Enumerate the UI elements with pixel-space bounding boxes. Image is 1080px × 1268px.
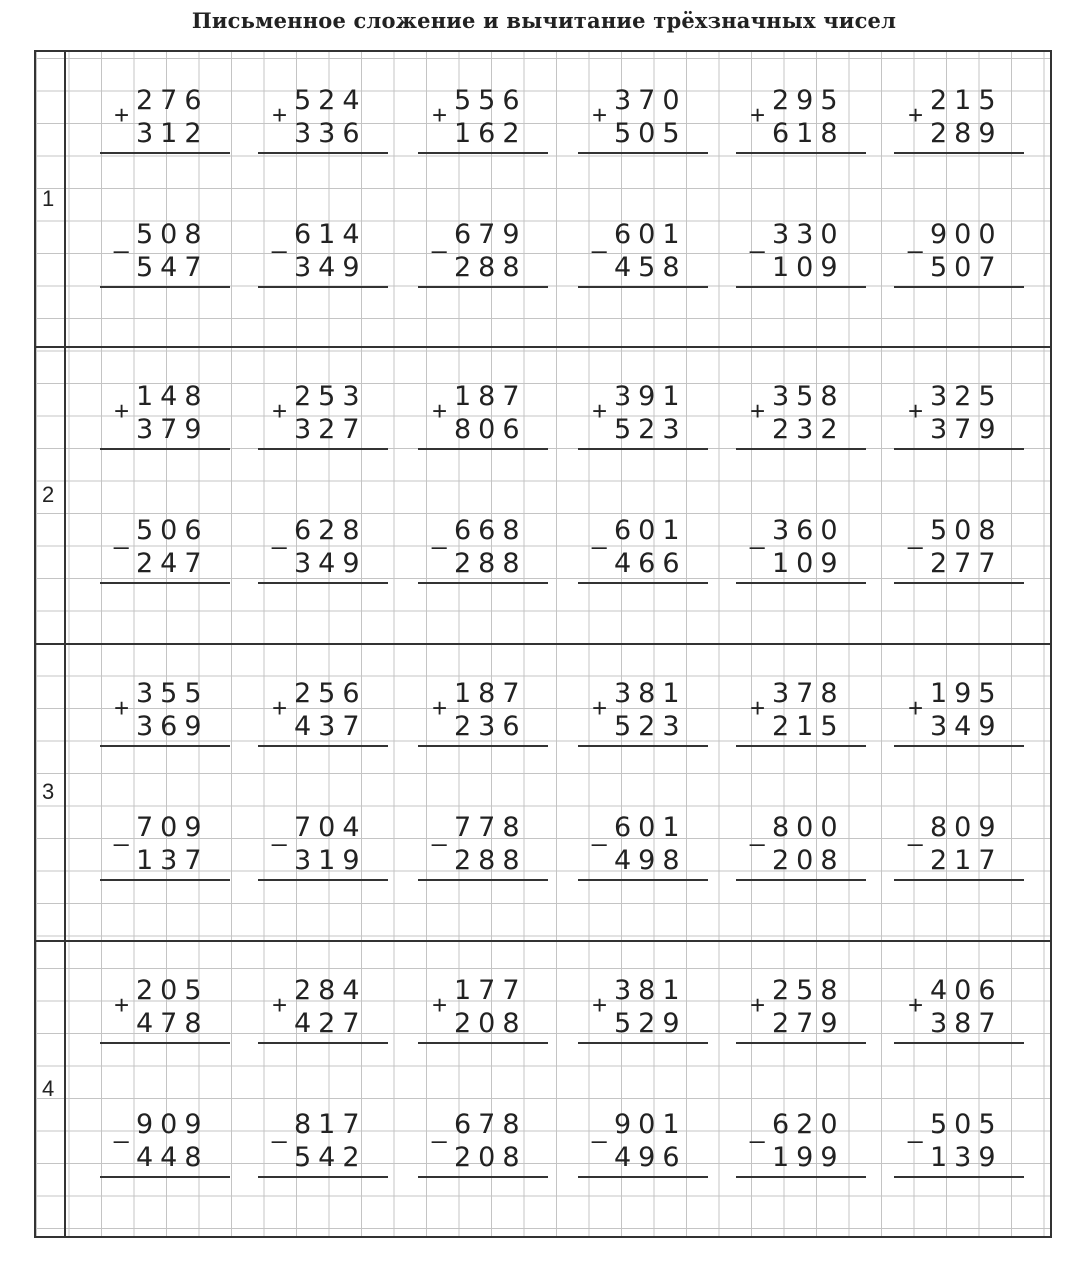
plus-sign: + [908, 100, 924, 130]
minus-sign: _ [750, 520, 765, 550]
bottom-operand: 523 [614, 711, 687, 742]
subtraction-problem [894, 1110, 1024, 1190]
top-operand: 381 [614, 975, 687, 1006]
top-operand: 378 [772, 678, 845, 709]
answer-line [736, 1176, 866, 1178]
subtraction-problem [418, 516, 548, 596]
answer-line [736, 286, 866, 288]
top-operand: 148 [136, 381, 209, 412]
addition-problem [894, 86, 1024, 166]
addition-problem [258, 86, 388, 166]
subtraction-problem [736, 1110, 866, 1190]
minus-sign: _ [908, 224, 923, 254]
plus-sign: + [592, 693, 608, 723]
answer-line [258, 448, 388, 450]
answer-line [100, 1176, 230, 1178]
answer-line [418, 1042, 548, 1044]
bottom-operand: 236 [454, 711, 527, 742]
subtraction-problem [894, 813, 1024, 893]
plus-sign: + [592, 100, 608, 130]
top-operand: 215 [930, 85, 1003, 116]
bottom-operand: 139 [930, 1142, 1003, 1173]
minus-sign: _ [272, 520, 287, 550]
top-operand: 505 [930, 1109, 1003, 1140]
bottom-operand: 109 [772, 548, 845, 579]
top-operand: 406 [930, 975, 1003, 1006]
top-operand: 909 [136, 1109, 209, 1140]
top-operand: 195 [930, 678, 1003, 709]
addition-problem [418, 679, 548, 759]
addition-problem [736, 86, 866, 166]
addition-problem [100, 976, 230, 1056]
minus-sign: _ [908, 1114, 923, 1144]
bottom-operand: 137 [136, 845, 209, 876]
plus-sign: + [114, 693, 130, 723]
addition-problem [418, 86, 548, 166]
bottom-operand: 448 [136, 1142, 209, 1173]
section-divider [34, 643, 1052, 645]
addition-problem [736, 976, 866, 1056]
section-number: 3 [42, 779, 55, 804]
subtraction-problem [258, 813, 388, 893]
top-operand: 778 [454, 812, 527, 843]
subtraction-problem [100, 813, 230, 893]
bottom-operand: 529 [614, 1008, 687, 1039]
subtraction-problem [578, 1110, 708, 1190]
plus-sign: + [272, 693, 288, 723]
plus-sign: + [908, 693, 924, 723]
subtraction-problem [100, 516, 230, 596]
answer-line [894, 448, 1024, 450]
answer-line [100, 879, 230, 881]
top-operand: 709 [136, 812, 209, 843]
bottom-operand: 349 [294, 548, 367, 579]
bottom-operand: 277 [930, 548, 1003, 579]
answer-line [418, 448, 548, 450]
top-operand: 800 [772, 812, 845, 843]
minus-sign: _ [432, 1114, 447, 1144]
subtraction-problem [894, 220, 1024, 300]
answer-line [258, 1176, 388, 1178]
minus-sign: _ [592, 1114, 607, 1144]
subtraction-problem [258, 1110, 388, 1190]
bottom-operand: 349 [930, 711, 1003, 742]
subtraction-problem [578, 220, 708, 300]
top-operand: 325 [930, 381, 1003, 412]
bottom-operand: 208 [454, 1008, 527, 1039]
bottom-operand: 288 [454, 845, 527, 876]
bottom-operand: 208 [454, 1142, 527, 1173]
top-operand: 628 [294, 515, 367, 546]
plus-sign: + [750, 693, 766, 723]
subtraction-problem [736, 813, 866, 893]
bottom-operand: 618 [772, 118, 845, 149]
top-operand: 360 [772, 515, 845, 546]
top-operand: 508 [136, 219, 209, 250]
answer-line [578, 879, 708, 881]
bottom-operand: 523 [614, 414, 687, 445]
plus-sign: + [750, 396, 766, 426]
answer-line [258, 745, 388, 747]
section-number: 4 [42, 1076, 55, 1101]
subtraction-problem [100, 1110, 230, 1190]
answer-line [100, 152, 230, 154]
plus-sign: + [750, 990, 766, 1020]
top-operand: 601 [614, 515, 687, 546]
minus-sign: _ [432, 224, 447, 254]
minus-sign: _ [114, 520, 129, 550]
minus-sign: _ [908, 520, 923, 550]
bottom-operand: 379 [930, 414, 1003, 445]
subtraction-problem [418, 220, 548, 300]
minus-sign: _ [750, 224, 765, 254]
bottom-operand: 247 [136, 548, 209, 579]
bottom-operand: 498 [614, 845, 687, 876]
answer-line [100, 1042, 230, 1044]
bottom-operand: 478 [136, 1008, 209, 1039]
top-operand: 370 [614, 85, 687, 116]
answer-line [578, 448, 708, 450]
bottom-operand: 458 [614, 252, 687, 283]
bottom-operand: 387 [930, 1008, 1003, 1039]
bottom-operand: 507 [930, 252, 1003, 283]
bottom-operand: 232 [772, 414, 845, 445]
answer-line [736, 745, 866, 747]
top-operand: 601 [614, 812, 687, 843]
bottom-operand: 217 [930, 845, 1003, 876]
plus-sign: + [908, 990, 924, 1020]
answer-line [418, 582, 548, 584]
top-operand: 256 [294, 678, 367, 709]
addition-problem [100, 382, 230, 462]
answer-line [736, 582, 866, 584]
top-operand: 358 [772, 381, 845, 412]
plus-sign: + [272, 990, 288, 1020]
plus-sign: + [272, 396, 288, 426]
subtraction-problem [894, 516, 1024, 596]
addition-problem [258, 382, 388, 462]
answer-line [578, 1176, 708, 1178]
top-operand: 187 [454, 381, 527, 412]
answer-line [736, 879, 866, 881]
bottom-operand: 215 [772, 711, 845, 742]
plus-sign: + [432, 693, 448, 723]
answer-line [418, 879, 548, 881]
plus-sign: + [908, 396, 924, 426]
top-operand: 355 [136, 678, 209, 709]
top-operand: 295 [772, 85, 845, 116]
top-operand: 391 [614, 381, 687, 412]
bottom-operand: 437 [294, 711, 367, 742]
top-operand: 601 [614, 219, 687, 250]
addition-problem [894, 382, 1024, 462]
answer-line [894, 1176, 1024, 1178]
minus-sign: _ [592, 224, 607, 254]
answer-line [578, 745, 708, 747]
answer-line [258, 879, 388, 881]
answer-line [894, 879, 1024, 881]
answer-line [894, 745, 1024, 747]
bottom-operand: 327 [294, 414, 367, 445]
subtraction-problem [418, 813, 548, 893]
bottom-operand: 806 [454, 414, 527, 445]
bottom-operand: 369 [136, 711, 209, 742]
top-operand: 284 [294, 975, 367, 1006]
answer-line [258, 286, 388, 288]
answer-line [578, 286, 708, 288]
answer-line [258, 582, 388, 584]
subtraction-problem [100, 220, 230, 300]
bottom-operand: 199 [772, 1142, 845, 1173]
page-title: Письменное сложение и вычитание трёхзначных чисел [191, 8, 897, 33]
addition-problem [736, 382, 866, 462]
answer-line [736, 448, 866, 450]
subtraction-problem [258, 220, 388, 300]
minus-sign: _ [908, 817, 923, 847]
minus-sign: _ [432, 817, 447, 847]
plus-sign: + [114, 990, 130, 1020]
answer-line [100, 745, 230, 747]
bottom-operand: 505 [614, 118, 687, 149]
bottom-operand: 162 [454, 118, 527, 149]
addition-problem [578, 976, 708, 1056]
subtraction-problem [258, 516, 388, 596]
bottom-operand: 427 [294, 1008, 367, 1039]
answer-line [736, 152, 866, 154]
top-operand: 276 [136, 85, 209, 116]
top-operand: 901 [614, 1109, 687, 1140]
minus-sign: _ [272, 224, 287, 254]
minus-sign: _ [114, 224, 129, 254]
answer-line [894, 1042, 1024, 1044]
answer-line [418, 152, 548, 154]
addition-problem [100, 86, 230, 166]
plus-sign: + [750, 100, 766, 130]
bottom-operand: 547 [136, 252, 209, 283]
answer-line [578, 582, 708, 584]
plus-sign: + [592, 990, 608, 1020]
top-operand: 614 [294, 219, 367, 250]
subtraction-problem [736, 516, 866, 596]
plus-sign: + [114, 100, 130, 130]
top-operand: 556 [454, 85, 527, 116]
top-operand: 620 [772, 1109, 845, 1140]
top-operand: 205 [136, 975, 209, 1006]
plus-sign: + [432, 990, 448, 1020]
addition-problem [736, 679, 866, 759]
answer-line [418, 1176, 548, 1178]
bottom-operand: 319 [294, 845, 367, 876]
bottom-operand: 289 [930, 118, 1003, 149]
bottom-operand: 542 [294, 1142, 367, 1173]
top-operand: 330 [772, 219, 845, 250]
top-operand: 817 [294, 1109, 367, 1140]
answer-line [736, 1042, 866, 1044]
answer-line [100, 286, 230, 288]
addition-problem [258, 679, 388, 759]
top-operand: 258 [772, 975, 845, 1006]
minus-sign: _ [750, 1114, 765, 1144]
minus-sign: _ [750, 817, 765, 847]
minus-sign: _ [592, 520, 607, 550]
minus-sign: _ [272, 1114, 287, 1144]
top-operand: 506 [136, 515, 209, 546]
bottom-operand: 208 [772, 845, 845, 876]
bottom-operand: 279 [772, 1008, 845, 1039]
plus-sign: + [432, 100, 448, 130]
answer-line [258, 1042, 388, 1044]
plus-sign: + [592, 396, 608, 426]
plus-sign: + [114, 396, 130, 426]
addition-problem [894, 976, 1024, 1056]
subtraction-problem [578, 516, 708, 596]
top-operand: 900 [930, 219, 1003, 250]
subtraction-problem [736, 220, 866, 300]
top-operand: 253 [294, 381, 367, 412]
subtraction-problem [418, 1110, 548, 1190]
addition-problem [258, 976, 388, 1056]
addition-problem [578, 382, 708, 462]
answer-line [258, 152, 388, 154]
top-operand: 679 [454, 219, 527, 250]
bottom-operand: 496 [614, 1142, 687, 1173]
top-operand: 508 [930, 515, 1003, 546]
answer-line [894, 286, 1024, 288]
plus-sign: + [272, 100, 288, 130]
addition-problem [418, 382, 548, 462]
bottom-operand: 312 [136, 118, 209, 149]
bottom-operand: 288 [454, 252, 527, 283]
answer-line [894, 152, 1024, 154]
section-1 [0, 52, 1080, 348]
minus-sign: _ [272, 817, 287, 847]
addition-problem [418, 976, 548, 1056]
top-operand: 704 [294, 812, 367, 843]
bottom-operand: 109 [772, 252, 845, 283]
section-divider [34, 346, 1052, 348]
bottom-operand: 349 [294, 252, 367, 283]
top-operand: 381 [614, 678, 687, 709]
answer-line [418, 745, 548, 747]
bottom-operand: 336 [294, 118, 367, 149]
section-divider [34, 940, 1052, 942]
addition-problem [578, 679, 708, 759]
addition-problem [100, 679, 230, 759]
top-operand: 524 [294, 85, 367, 116]
answer-line [100, 448, 230, 450]
top-operand: 668 [454, 515, 527, 546]
answer-line [100, 582, 230, 584]
section-number: 1 [42, 186, 55, 211]
minus-sign: _ [114, 817, 129, 847]
section-number: 2 [42, 482, 55, 507]
subtraction-problem [578, 813, 708, 893]
answer-line [578, 1042, 708, 1044]
section-3 [0, 645, 1080, 941]
top-operand: 177 [454, 975, 527, 1006]
top-operand: 678 [454, 1109, 527, 1140]
section-4 [0, 942, 1080, 1238]
bottom-operand: 466 [614, 548, 687, 579]
top-operand: 809 [930, 812, 1003, 843]
top-operand: 187 [454, 678, 527, 709]
bottom-operand: 379 [136, 414, 209, 445]
plus-sign: + [432, 396, 448, 426]
addition-problem [894, 679, 1024, 759]
answer-line [418, 286, 548, 288]
minus-sign: _ [432, 520, 447, 550]
answer-line [578, 152, 708, 154]
section-2 [0, 348, 1080, 644]
bottom-operand: 288 [454, 548, 527, 579]
minus-sign: _ [592, 817, 607, 847]
answer-line [894, 582, 1024, 584]
minus-sign: _ [114, 1114, 129, 1144]
addition-problem [578, 86, 708, 166]
